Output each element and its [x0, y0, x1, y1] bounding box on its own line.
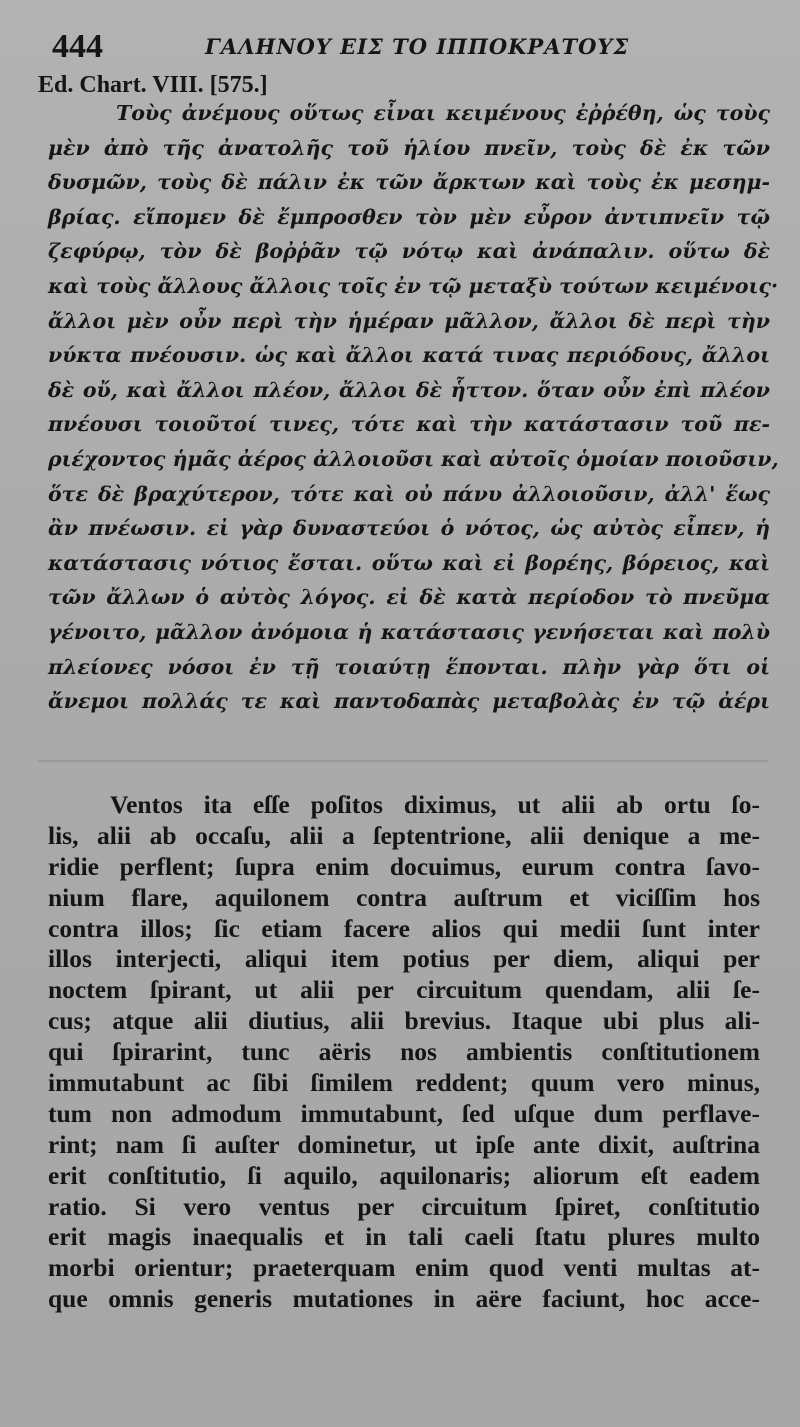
- greek-text-line: Τοὺς ἀνέμους οὕτως εἶναι κειμένους ἐῤῥέθη, ὡς τοὺς: [116, 101, 770, 125]
- greek-text-line: δυσμῶν, τοὺς δὲ πάλιν ἐκ τῶν ἄρκτων καὶ τοὺς ἐκ μεσημ-: [48, 170, 770, 195]
- greek-text-line: κατάστασις νότιος ἔσται. οὕτω καὶ εἰ βορέης, βόρειος, καὶ: [48, 550, 770, 575]
- column-divider: [38, 760, 768, 762]
- greek-text-line: ὅτε δὲ βραχύτερον, τότε καὶ οὐ πάνυ ἀλλοιοῦσιν, ἀλλ' ἕως: [48, 481, 770, 506]
- latin-text-line: rint; nam ſi auſter dominetur, ut ipſe ante dixit, auſtrina: [48, 1129, 760, 1159]
- greek-text-line: πνέουσι τοιοῦτοί τινες, τότε καὶ τὴν κατάστασιν τοῦ πε-: [48, 412, 770, 437]
- greek-text-line: ριέχοντος ἡμᾶς ἀέρος ἀλλοιοῦσι καὶ αὐτοῖς ὁμοίαν ποιοῦσιν,: [48, 446, 779, 471]
- latin-text-line: erit magis inaequalis et in tali caeli ſtatu plures multo: [48, 1222, 760, 1252]
- greek-text-line: βρίας. εἴπομεν δὲ ἔμπροσθεν τὸν μὲν εὖρον ἀντιπνεῖν τῷ: [48, 204, 770, 229]
- latin-text-line: contra illos; ſic etiam facere alios qui medii ſunt inter: [48, 913, 760, 943]
- greek-text-line: τῶν ἄλλων ὁ αὐτὸς λόγος. εἰ δὲ κατὰ περίοδον τὸ πνεῦμα: [48, 585, 770, 610]
- greek-text-line: μὲν ἀπὸ τῆς ἀνατολῆς τοῦ ἡλίου πνεῖν, τοὺς δὲ ἐκ τῶν: [48, 135, 770, 160]
- greek-text-line: γένοιτο, μᾶλλον ἀνόμοια ἡ κατάστασις γενήσεται καὶ πολὺ: [48, 619, 770, 644]
- greek-text-line: ἄνεμοι πολλάς τε καὶ παντοδαπὰς μεταβολὰς ἐν τῷ ἀέρι: [48, 689, 770, 714]
- greek-text-line: καὶ τοὺς ἄλλους ἄλλοις τοῖς ἐν τῷ μεταξὺ τούτων κειμένοις·: [48, 273, 779, 298]
- running-title: ΓΑΛΗΝΟΥ ΕΙΣ ΤΟ ΙΠΠΟΚΡΑΤΟΥΣ: [205, 34, 630, 59]
- latin-text-line: Ventos ita eſſe poſitos diximus, ut alii ab ortu ſo-: [110, 790, 760, 819]
- greek-text-line: δὲ οὔ, καὶ ἄλλοι πλέον, ἄλλοι δὲ ἧττον. ὅταν οὖν ἐπὶ πλέον: [48, 377, 770, 402]
- latin-text-line: morbi orientur; praeterquam enim quod venti multas at-: [48, 1253, 760, 1283]
- page-header: [0, 28, 800, 68]
- edition-reference: Ed. Chart. VIII. [575.]: [38, 72, 268, 98]
- latin-text-line: ridie perflent; ſupra enim docuimus, eurum contra ſavo-: [48, 851, 760, 881]
- greek-text-line: ἄλλοι μὲν οὖν περὶ τὴν ἡμέραν μᾶλλον, ἄλλοι δὲ περὶ τὴν: [48, 308, 770, 333]
- latin-text-line: noctem ſpirant, ut alii per circuitum quendam, alii ſe-: [48, 975, 760, 1005]
- latin-text-line: lis, alii ab occaſu, alii a ſeptentrione, alii denique a me-: [48, 820, 760, 850]
- page-number: 444: [52, 28, 103, 65]
- greek-text-block: [48, 96, 779, 719]
- latin-text-block: [48, 790, 760, 1315]
- latin-text-line: immutabunt ac ſibi ſimilem reddent; quum vero minus,: [48, 1068, 760, 1098]
- latin-text-line: nium flare, aquilonem contra auſtrum et viciſſim hos: [48, 882, 760, 912]
- latin-text-line: erit conſtitutio, ſi aquilo, aquilonaris; aliorum eſt eadem: [48, 1160, 760, 1190]
- latin-text-line: ratio. Si vero ventus per circuitum ſpiret, conſtitutio: [48, 1191, 760, 1221]
- latin-text-line: que omnis generis mutationes in aëre faciunt, hoc acce-: [48, 1284, 760, 1314]
- latin-text-line: illos interjecti, aliqui item potius per diem, aliqui per: [48, 944, 760, 974]
- latin-text-line: tum non admodum immutabunt, ſed uſque dum perflave-: [48, 1098, 760, 1128]
- greek-text-line: πλείονες νόσοι ἐν τῇ τοιαύτῃ ἕπονται. πλὴν γὰρ ὅτι οἱ: [48, 654, 770, 679]
- greek-text-line: νύκτα πνέουσιν. ὡς καὶ ἄλλοι κατά τινας περιόδους, ἄλλοι: [48, 343, 770, 368]
- greek-text-line: ζεφύρῳ, τὸν δὲ βοῤῥᾶν τῷ νότῳ καὶ ἀνάπαλιν. οὕτω δὲ: [48, 239, 770, 264]
- latin-text-line: qui ſpirarint, tunc aëris nos ambientis conſtitutionem: [48, 1037, 760, 1067]
- latin-text-line: cus; atque alii diutius, alii brevius. Itaque ubi plus ali-: [48, 1006, 760, 1036]
- greek-text-line: ἂν πνέωσιν. εἰ γὰρ δυναστεύοι ὁ νότος, ὡς αὐτὸς εἶπεν, ἡ: [48, 516, 770, 541]
